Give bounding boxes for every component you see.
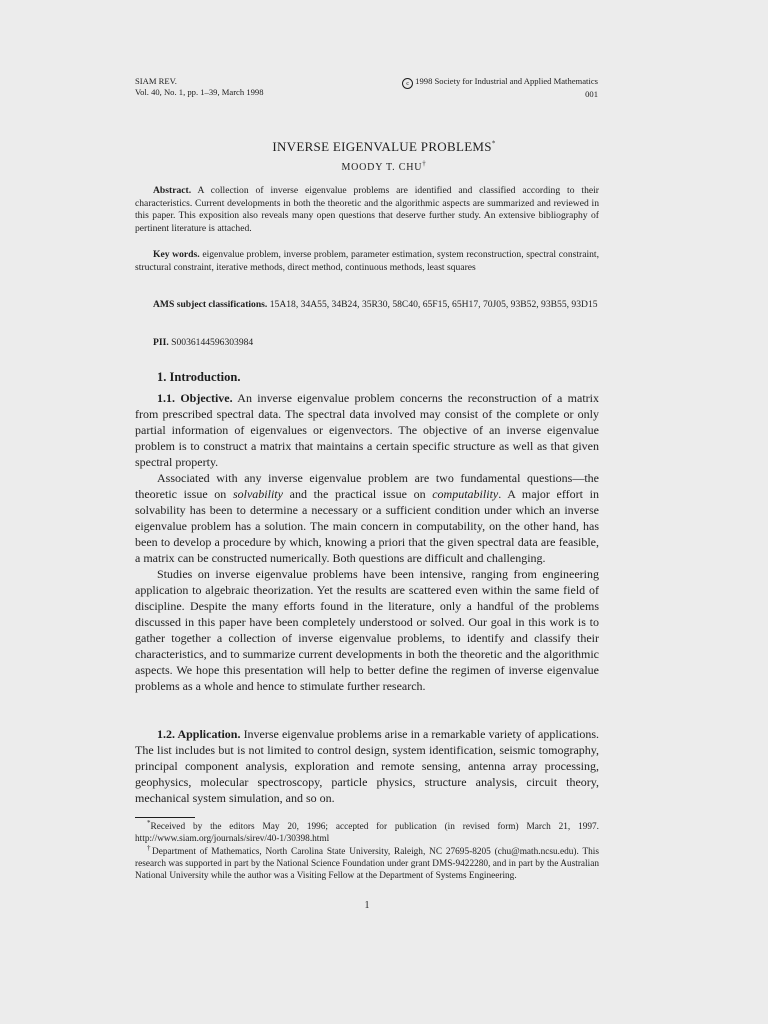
abstract	[135, 185, 599, 235]
subsection-heading-objective: 1.1. Objective.	[157, 391, 233, 405]
paragraph: 1.2. Application. Inverse eigenvalue problems arise in a remarkable variety of applications. The list includes but is not limited to control design, system identification, seismic tomography, principal component analysis, exploration and remote sensing, antenna array processing, geophysics, molecular spectroscopy, particle physics, structure analysis, circuit theory, mechanical system simulation, and so on.	[135, 727, 599, 805]
section-objective	[135, 390, 599, 694]
pii-label: PII.	[153, 337, 169, 348]
copyright-text: 1998 Society for Industrial and Applied Mathematics	[415, 76, 598, 86]
section-heading-introduction: 1. Introduction.	[157, 370, 241, 384]
page-number: 1	[364, 900, 370, 911]
key-words-label: Key words.	[153, 249, 200, 260]
copyright-icon: c	[402, 78, 413, 89]
author-footnote-mark: †	[422, 159, 427, 168]
article-number: 001	[585, 89, 598, 99]
copyright-line	[402, 76, 598, 89]
paragraph: 1.1. Objective. An inverse eigenvalue problem concerns the reconstruction of a matrix from prescribed spectral data. The spectral data involved may consist of the complete or only partial information of eigenvalues or eigenvectors. The objective of an inverse eigenvalue problem is to construct a matrix that maintains a certain specific structure as well as that given spectral property.	[135, 391, 600, 469]
footnote-divider	[135, 817, 195, 818]
paper-title: INVERSE EIGENVALUE PROBLEMS*	[272, 139, 496, 154]
journal-volume: Vol. 40, No. 1, pp. 1–39, March 1998	[135, 86, 264, 97]
title-footnote-mark: *	[491, 139, 496, 148]
subsection-heading-application: 1.2. Application.	[157, 727, 241, 741]
pii	[135, 337, 599, 350]
copyright-header	[402, 76, 598, 100]
author-name: MOODY T. CHU†	[341, 159, 427, 173]
key-words	[135, 249, 599, 274]
abstract-text: A collection of inverse eigenvalue problems are identified and classified according to their characteristics. Current developments in both the theoretic and the algorithmic aspects are summarized and reviewed in this paper. This exposition also reveals many open questions that deserve further study. An extensive bibliography of pertinent literature is attached.	[135, 185, 599, 234]
ams-label: AMS subject classifications.	[153, 299, 268, 310]
ams-classifications	[135, 299, 599, 312]
paragraph: Associated with any inverse eigenvalue problem are two fundamental questions—the theoretic issue on solvability and the practical issue on computability. A major effort in solvability has been to determine a necessary or a sufficient condition under which an inverse eigenvalue problem has a solution. The main concern in computability, on the other hand, has been to develop a procedure by which, knowing a priori that the given spectral data are feasible, a matrix can be constructed numerically. Both questions are difficult and challenging.	[135, 471, 599, 565]
footnote-affiliation: †Department of Mathematics, North Carolina State University, Raleigh, NC 27695-8205 (chu@math.ncsu.edu). This research was supported in part by the National Science Foundation under grant DMS-9422280, and in part by the Australian National University while the author was a Visiting Fellow at the Department of Systems Engineering.	[135, 843, 600, 881]
journal-name: SIAM REV.	[135, 76, 177, 86]
pii-text: S0036144596303984	[171, 337, 254, 348]
key-words-text: eigenvalue problem, inverse problem, parameter estimation, system reconstruction, spectral constraint, structural constraint, iterative methods, direct method, continuous methods, least squares	[135, 249, 599, 273]
section-application	[135, 726, 599, 806]
ams-text: 15A18, 34A55, 34B24, 35R30, 58C40, 65F15, 65H17, 70J05, 93B52, 93B55, 93D15	[269, 299, 598, 310]
journal-header	[135, 76, 264, 97]
paragraph: Studies on inverse eigenvalue problems have been intensive, ranging from engineering application to algebraic theorization. Yet the results are scattered even within the same field of discipline. Despite the many efforts found in the literature, only a handful of the problems discussed in this paper have been completely understood or solved. Our goal in this work is to gather together a collection of inverse eigenvalue problems, to identify and classify their characteristics, and to summarize current developments in both the theoretic and the algorithmic aspects. We hope this presentation will help to better define the regimen of inverse eigenvalue problems as a whole and hence to stimulate further research.	[135, 567, 599, 693]
abstract-label: Abstract.	[153, 185, 192, 196]
footnote-received: *Received by the editors May 20, 1996; accepted for publication (in revised form) March 21, 1997. http://www.siam.org/journals/sirev/40-1/30398.html	[135, 818, 599, 844]
